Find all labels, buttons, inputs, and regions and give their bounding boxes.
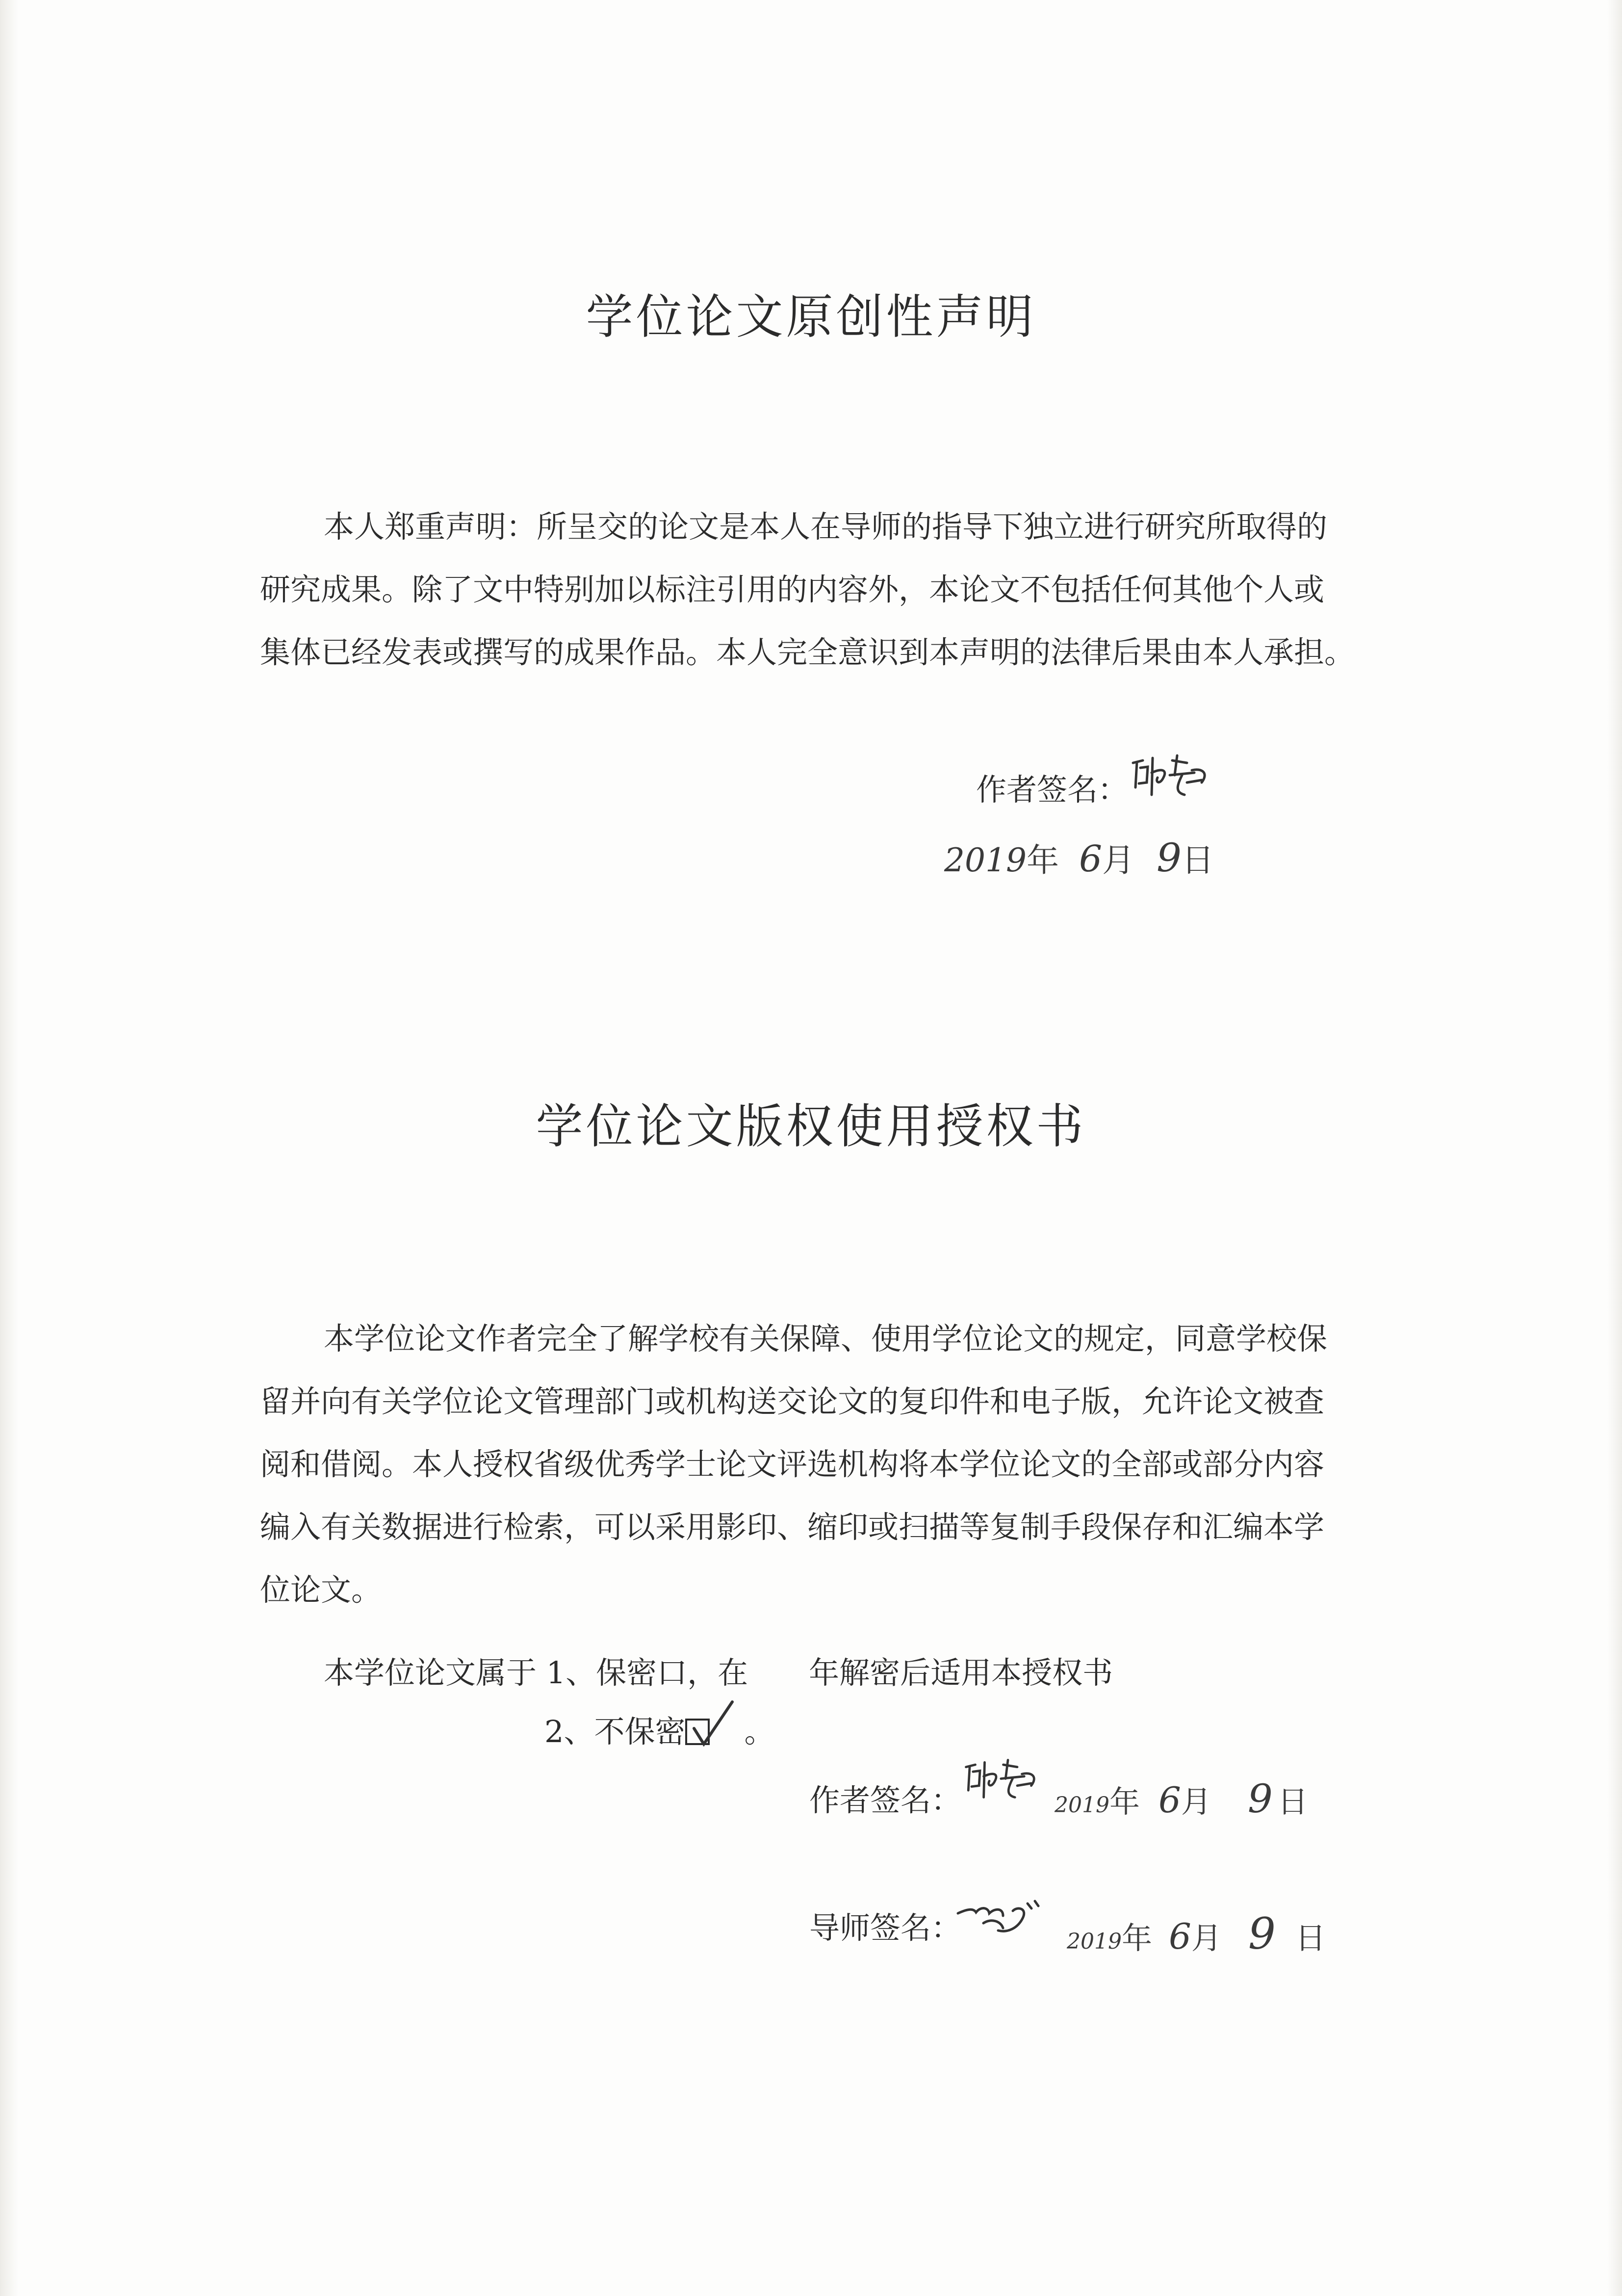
option-not-confidential: 2、不保密 。 (544, 1707, 774, 1751)
declaration-line: 集体已经发表或撰写的成果作品。本人完全意识到本声明的法律后果由本人承担。 (260, 634, 1355, 670)
author-signature-2 (961, 1751, 1055, 1815)
authorization-line: 编入有关数据进行检索，可以采用影印、缩印或扫描等复制手段保存和汇编本学 (260, 1509, 1325, 1545)
authorization-line: 阅和借阅。本人授权省级优秀学士论文评选机构将本学位论文的全部或部分内容 (260, 1446, 1325, 1482)
date-year: 2019 (944, 841, 1027, 879)
declaration-line: 研究成果。除了文中特别加以标注引用的内容外，本论文不包括任何其他个人或 (260, 572, 1325, 607)
declaration-title: 学位论文原创性声明 (586, 289, 1036, 344)
declaration-line: 本人郑重声明：所呈交的论文是本人在导师的指导下独立进行研究所取得的 (324, 509, 1328, 545)
advisor-sign-label: 导师签名： (809, 1910, 962, 1946)
authorization-line: 留并向有关学位论文管理部门或机构送交论文的复印件和电子版，允许论文被查 (260, 1383, 1325, 1419)
not-confidential-checkbox[interactable] (685, 1719, 710, 1745)
declaration-author-sign-label: 作者签名： (976, 772, 1129, 808)
declaration-body (260, 496, 1388, 684)
date-day: 9 (1157, 835, 1182, 881)
advisor-signature (954, 1894, 1072, 1962)
option-confidential: 本学位论文属于 1、保密口，在 年解密后适用本授权书 (324, 1655, 1113, 1691)
authorization-body (260, 1307, 1388, 1621)
authorization-line: 位论文。 (260, 1572, 382, 1608)
authorization-author-date: 2019年 6月 9 日 (1055, 1776, 1308, 1822)
authorization-author-sign-label: 作者签名： (809, 1782, 962, 1818)
authorization-line: 本学位论文作者完全了解学校有关保障、使用学位论文的规定，同意学校保 (324, 1321, 1328, 1357)
advisor-date: 2019年 6月 9 日 (1067, 1908, 1326, 1959)
date-month: 6 (1079, 838, 1103, 880)
declaration-date: 2019年 6月 9日 (944, 835, 1214, 881)
author-signature-1 (1128, 748, 1226, 812)
authorization-title: 学位论文版权使用授权书 (536, 1099, 1086, 1154)
checkmark-icon (691, 1699, 735, 1748)
